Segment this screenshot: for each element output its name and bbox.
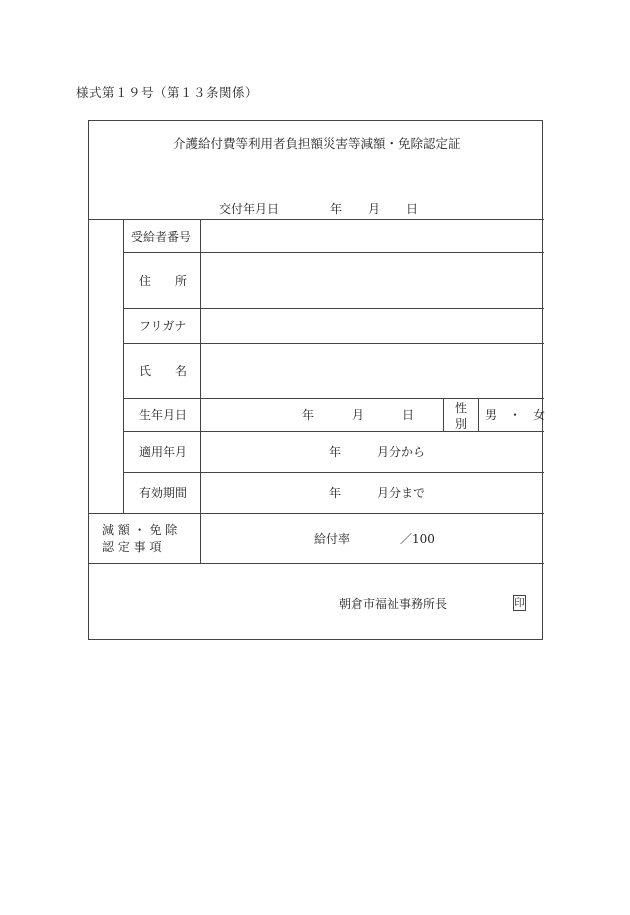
- birth-date-label: 生年月日: [139, 408, 188, 422]
- name-label-1: 氏: [139, 364, 152, 378]
- sex-label-2: 別: [455, 417, 468, 431]
- address-label-2: 所: [175, 274, 188, 288]
- birth-date-day: 日: [402, 408, 415, 422]
- issuer-name: 朝倉市福祉事務所長: [339, 597, 448, 611]
- benefit-rate-label: 給付率: [314, 532, 351, 546]
- issue-date-year: 年: [330, 202, 343, 216]
- applicable-month-year: 年: [329, 445, 342, 459]
- valid-period-year: 年: [329, 486, 342, 500]
- birth-date-month: 月: [352, 408, 365, 422]
- benefit-rate-value: ／100: [400, 532, 435, 546]
- applicable-month-label: 適用年月: [139, 445, 188, 459]
- form-number: 様式第１９号（第１３条関係）: [76, 85, 259, 100]
- issue-date-month: 月: [368, 202, 381, 216]
- birth-date-year: 年: [302, 408, 315, 422]
- name-label-2: 名: [175, 364, 188, 378]
- applicable-month-suffix: 月分から: [377, 445, 426, 459]
- certificate-title: 介護給付費等利用者負担額災害等減額・免除認定証: [173, 136, 461, 151]
- sex-label-1: 性: [455, 401, 468, 415]
- reduction-items-label-2: 認 定 事 項: [102, 540, 162, 554]
- seal-mark: 印: [514, 597, 525, 609]
- certificate-frame: [88, 120, 546, 640]
- issue-date-day: 日: [406, 202, 419, 216]
- recipient-number-label: 受給者番号: [131, 230, 192, 244]
- reduction-items-label-1: 減 額 ・ 免 除: [102, 523, 178, 537]
- sex-options: 男 ・ 女: [485, 408, 546, 422]
- address-label-1: 住: [139, 274, 152, 288]
- issue-date-label: 交付年月日: [219, 202, 280, 216]
- valid-period-suffix: 月分まで: [377, 486, 426, 500]
- valid-period-label: 有効期間: [139, 486, 188, 500]
- furigana-label: フリガナ: [139, 319, 187, 333]
